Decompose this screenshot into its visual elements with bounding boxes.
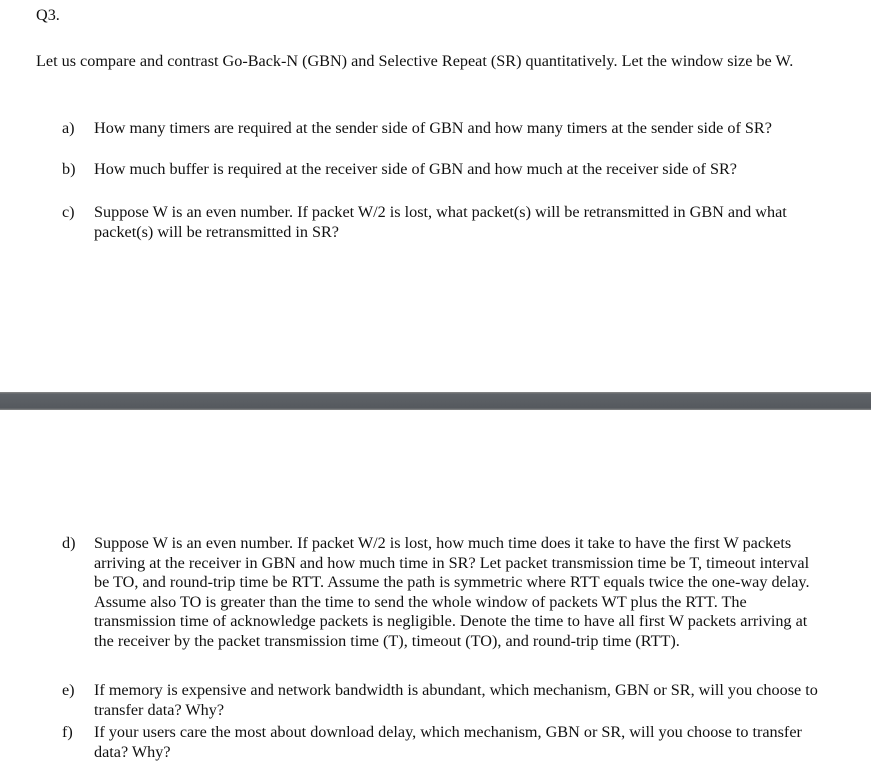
subquestion-label: b) xyxy=(62,160,76,178)
subquestion-text: How many timers are required at the sender side of GBN and how many timers at the sender side of SR? xyxy=(94,119,772,137)
page-divider xyxy=(0,392,871,410)
subquestion-b xyxy=(62,160,822,180)
subquestion-e xyxy=(62,681,822,720)
subquestion-f xyxy=(62,723,822,762)
subquestion-text: Suppose W is an even number. If packet W/2 is lost, how much time does it take to have the first W packets arriving at the receiver in GBN and how much time in SR? Let packet transmission time be T, timeout interval be TO, and round-trip time be RTT. Assume the path is symmetric where RTT equals twice the one-way delay. Assume also TO is greater than the time to send the whole window of packets WT plus the RTT. The transmission time of acknowledge packets is negligible. Denote the time to have all first W packets arriving at the receiver by the packet transmission time (T), timeout (TO), and round-trip time (RTT). xyxy=(94,534,810,650)
subquestion-d xyxy=(62,534,822,651)
subquestion-text: If your users care the most about download delay, which mechanism, GBN or SR, will you choose to transfer data? Why? xyxy=(94,723,802,761)
subquestion-text: If memory is expensive and network bandwidth is abundant, which mechanism, GBN or SR, will you choose to transfer data? Why? xyxy=(94,681,818,719)
subquestion-c xyxy=(62,203,822,242)
subquestion-label: c) xyxy=(62,203,75,221)
page-2 xyxy=(0,410,871,767)
subquestion-label: e) xyxy=(62,681,75,699)
subquestion-label: d) xyxy=(62,534,76,552)
question-intro: Let us compare and contrast Go-Back-N (GBN) and Selective Repeat (SR) quantitatively. Let the window size be W. xyxy=(36,52,794,70)
subquestion-a xyxy=(62,119,822,139)
subquestion-label: f) xyxy=(62,723,73,741)
question-label: Q3. xyxy=(36,6,60,24)
subquestion-label: a) xyxy=(62,119,75,137)
subquestion-text: How much buffer is required at the receiver side of GBN and how much at the receiver side of SR? xyxy=(94,160,737,178)
subquestion-text: Suppose W is an even number. If packet W/2 is lost, what packet(s) will be retransmitted in GBN and what packet(s) will be retransmitted in SR? xyxy=(94,203,787,241)
